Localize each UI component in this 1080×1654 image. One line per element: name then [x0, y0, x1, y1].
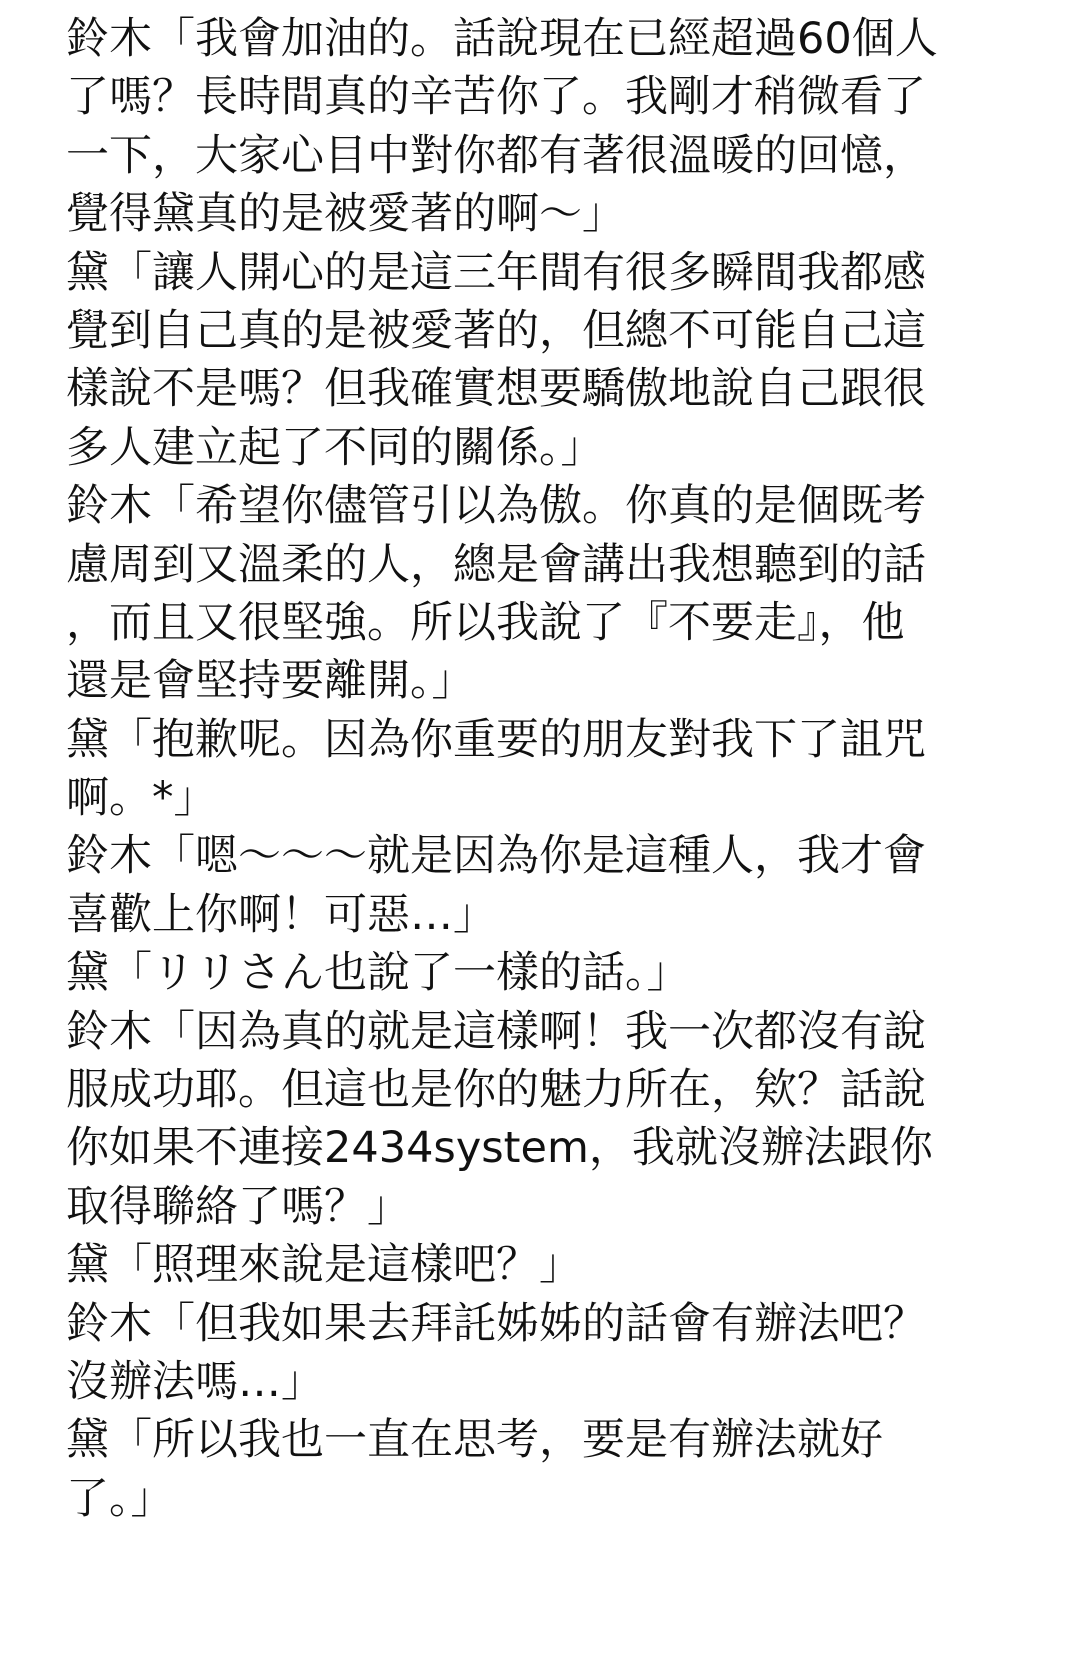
text-line: 黛「リリさん也說了一樣的話。」 [66, 948, 690, 999]
text-line: 樣說不是嗎？但我確實想要驕傲地說自己跟很 [66, 364, 926, 415]
text-line: 還是會堅持要離開。」 [66, 656, 475, 707]
text-line: 鈴木「希望你儘管引以為傲。你真的是個既考 [66, 481, 926, 532]
text-line: 啊。*」 [66, 773, 217, 824]
text-line: 你如果不連接2434system，我就沒辦法跟你 [66, 1123, 933, 1174]
text-line: 了。」 [66, 1473, 174, 1524]
text-line: 黛「抱歉呢。因為你重要的朋友對我下了詛咒 [66, 714, 926, 765]
text-line: 黛「所以我也一直在思考，要是有辦法就好 [66, 1415, 883, 1466]
text-line: 鈴木「但我如果去拜託姊姊的話會有辦法吧？ [66, 1298, 926, 1349]
text-line: 喜歡上你啊！可惡…」 [66, 889, 496, 940]
text-line: 沒辦法嗎…」 [66, 1356, 324, 1407]
text-line: 取得聯絡了嗎？」 [66, 1181, 410, 1232]
text-line: 覺得黛真的是被愛著的啊～」 [66, 189, 625, 240]
text-line: 黛「讓人開心的是這三年間有很多瞬間我都感 [66, 247, 926, 298]
text-line: 多人建立起了不同的關係。」 [66, 422, 604, 473]
text-line: 慮周到又溫柔的人，總是會講出我想聽到的話 [66, 539, 926, 590]
text-line: 一下，大家心目中對你都有著很溫暖的回憶， [66, 130, 926, 181]
text-line: 覺到自己真的是被愛著的，但總不可能自己這 [66, 305, 926, 356]
text-line: 鈴木「因為真的就是這樣啊！我一次都沒有說 [66, 1006, 926, 1057]
text-line: 鈴木「我會加油的。話說現在已經超過60個人 [66, 14, 938, 64]
text-line: 鈴木「嗯～～～就是因為你是這種人，我才會 [66, 831, 926, 882]
text-line: 了嗎？長時間真的辛苦你了。我剛才稍微看了 [66, 72, 926, 123]
text-line: 服成功耶。但這也是你的魅力所在，欸？話說 [66, 1065, 926, 1116]
text-line: 黛「照理來說是這樣吧？」 [66, 1240, 582, 1291]
text-line: ，而且又很堅強。所以我說了『不要走』，他 [66, 597, 905, 648]
